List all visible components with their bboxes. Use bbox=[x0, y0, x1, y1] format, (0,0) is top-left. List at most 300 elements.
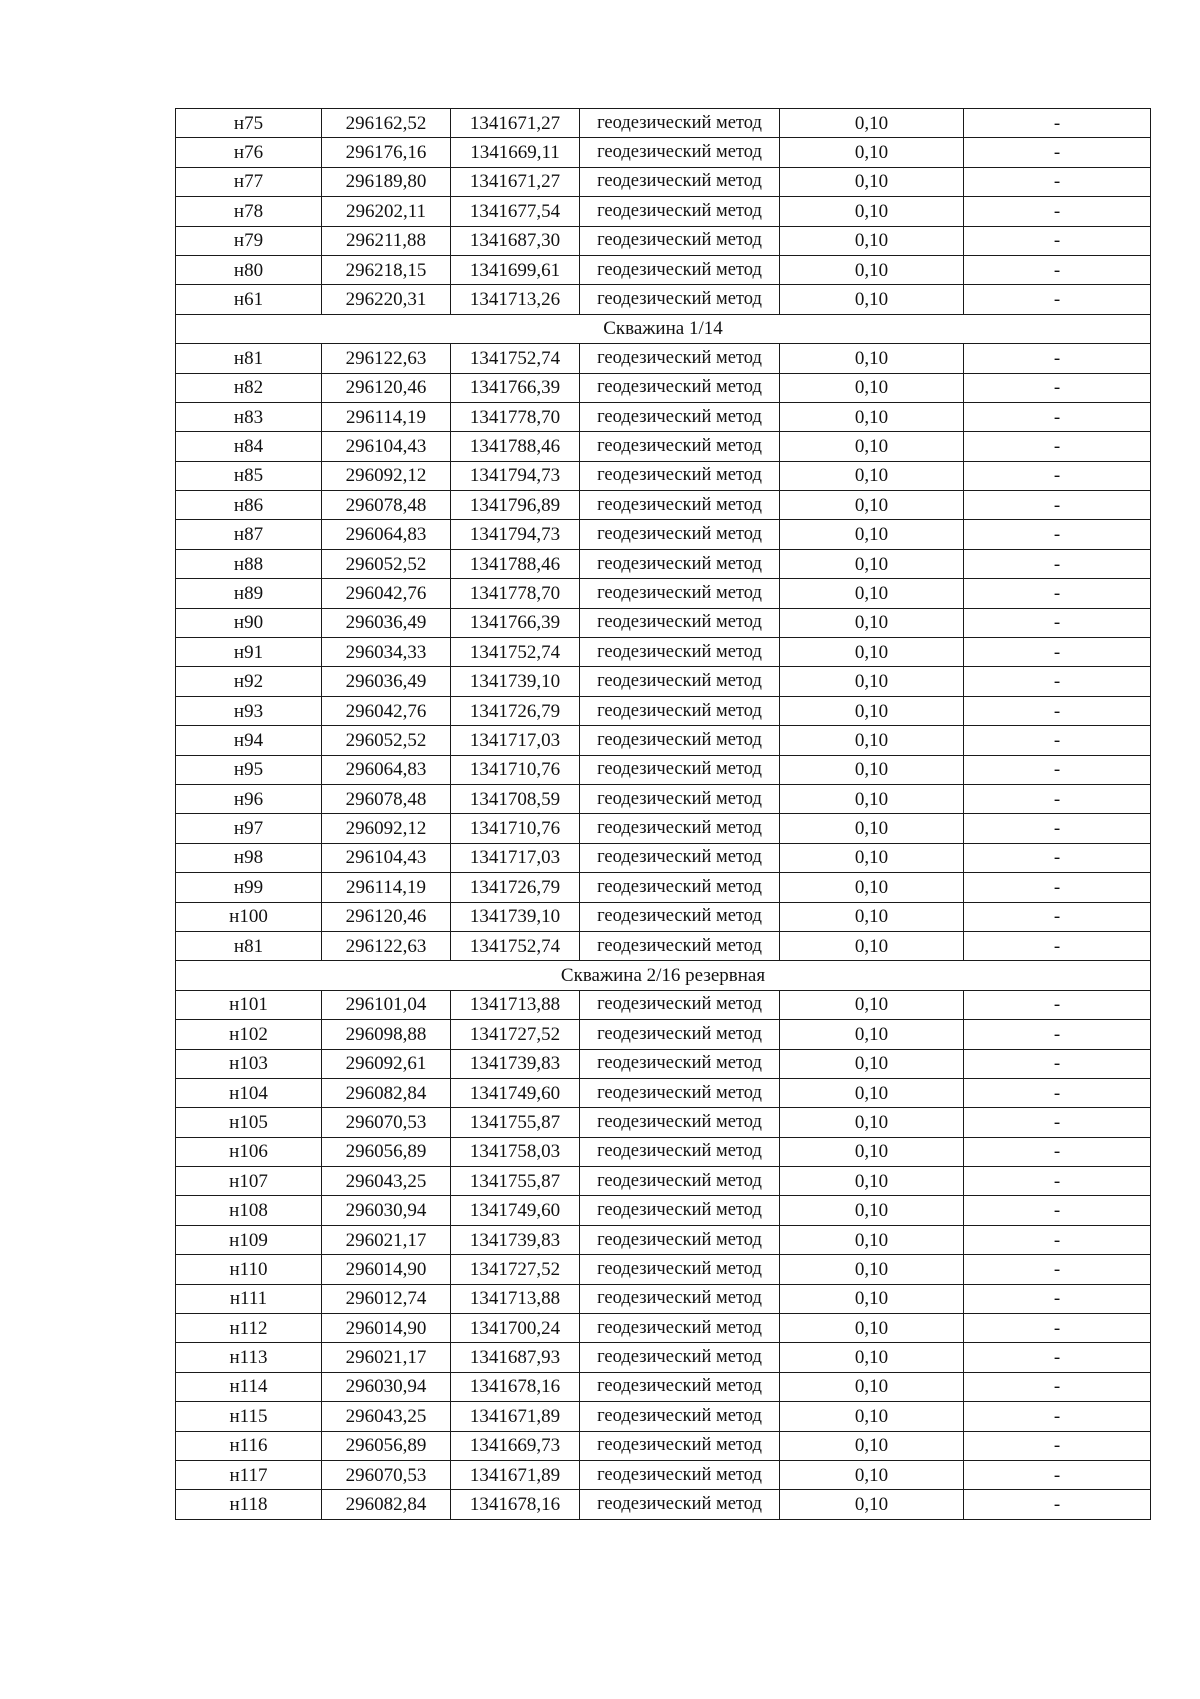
method-cell: геодезический метод bbox=[580, 255, 780, 284]
y-coordinate-cell: 1341671,27 bbox=[451, 109, 580, 138]
x-coordinate-cell: 296220,31 bbox=[322, 285, 451, 314]
description-cell: - bbox=[964, 520, 1151, 549]
accuracy-cell: 0,10 bbox=[780, 1460, 964, 1489]
y-coordinate-cell: 1341749,60 bbox=[451, 1196, 580, 1225]
table-row bbox=[176, 1049, 1151, 1078]
x-coordinate-cell: 296092,12 bbox=[322, 814, 451, 843]
y-coordinate-cell: 1341678,16 bbox=[451, 1372, 580, 1401]
table-row bbox=[176, 344, 1151, 373]
point-id-cell: н78 bbox=[176, 197, 322, 226]
method-cell: геодезический метод bbox=[580, 608, 780, 637]
y-coordinate-cell: 1341717,03 bbox=[451, 843, 580, 872]
method-cell: геодезический метод bbox=[580, 843, 780, 872]
point-id-cell: н109 bbox=[176, 1225, 322, 1254]
accuracy-cell: 0,10 bbox=[780, 520, 964, 549]
method-cell: геодезический метод bbox=[580, 285, 780, 314]
method-cell: геодезический метод bbox=[580, 1196, 780, 1225]
point-id-cell: н93 bbox=[176, 696, 322, 725]
method-cell: геодезический метод bbox=[580, 638, 780, 667]
description-cell: - bbox=[964, 843, 1151, 872]
description-cell: - bbox=[964, 784, 1151, 813]
method-cell: геодезический метод bbox=[580, 1167, 780, 1196]
y-coordinate-cell: 1341752,74 bbox=[451, 931, 580, 960]
table-row bbox=[176, 990, 1151, 1019]
point-id-cell: н112 bbox=[176, 1314, 322, 1343]
point-id-cell: н75 bbox=[176, 109, 322, 138]
description-cell: - bbox=[964, 1372, 1151, 1401]
point-id-cell: н89 bbox=[176, 579, 322, 608]
y-coordinate-cell: 1341726,79 bbox=[451, 873, 580, 902]
description-cell: - bbox=[964, 1137, 1151, 1166]
table-row bbox=[176, 1108, 1151, 1137]
point-id-cell: н83 bbox=[176, 402, 322, 431]
description-cell: - bbox=[964, 1078, 1151, 1107]
y-coordinate-cell: 1341710,76 bbox=[451, 814, 580, 843]
x-coordinate-cell: 296052,52 bbox=[322, 726, 451, 755]
x-coordinate-cell: 296202,11 bbox=[322, 197, 451, 226]
y-coordinate-cell: 1341708,59 bbox=[451, 784, 580, 813]
point-id-cell: н107 bbox=[176, 1167, 322, 1196]
y-coordinate-cell: 1341710,76 bbox=[451, 755, 580, 784]
table-row bbox=[176, 608, 1151, 637]
y-coordinate-cell: 1341671,89 bbox=[451, 1402, 580, 1431]
x-coordinate-cell: 296056,89 bbox=[322, 1431, 451, 1460]
accuracy-cell: 0,10 bbox=[780, 432, 964, 461]
method-cell: геодезический метод bbox=[580, 138, 780, 167]
accuracy-cell: 0,10 bbox=[780, 255, 964, 284]
x-coordinate-cell: 296114,19 bbox=[322, 402, 451, 431]
description-cell: - bbox=[964, 755, 1151, 784]
accuracy-cell: 0,10 bbox=[780, 1020, 964, 1049]
y-coordinate-cell: 1341749,60 bbox=[451, 1078, 580, 1107]
table-row bbox=[176, 1343, 1151, 1372]
method-cell: геодезический метод bbox=[580, 755, 780, 784]
x-coordinate-cell: 296078,48 bbox=[322, 784, 451, 813]
accuracy-cell: 0,10 bbox=[780, 138, 964, 167]
table-row bbox=[176, 667, 1151, 696]
table-row bbox=[176, 696, 1151, 725]
point-id-cell: н104 bbox=[176, 1078, 322, 1107]
accuracy-cell: 0,10 bbox=[780, 667, 964, 696]
x-coordinate-cell: 296064,83 bbox=[322, 520, 451, 549]
accuracy-cell: 0,10 bbox=[780, 285, 964, 314]
section-header-row bbox=[176, 961, 1151, 990]
x-coordinate-cell: 296036,49 bbox=[322, 667, 451, 696]
method-cell: геодезический метод bbox=[580, 814, 780, 843]
table-row bbox=[176, 109, 1151, 138]
x-coordinate-cell: 296043,25 bbox=[322, 1402, 451, 1431]
description-cell: - bbox=[964, 931, 1151, 960]
point-id-cell: н76 bbox=[176, 138, 322, 167]
description-cell: - bbox=[964, 491, 1151, 520]
accuracy-cell: 0,10 bbox=[780, 226, 964, 255]
y-coordinate-cell: 1341739,10 bbox=[451, 667, 580, 696]
table-row bbox=[176, 1314, 1151, 1343]
method-cell: геодезический метод bbox=[580, 1431, 780, 1460]
method-cell: геодезический метод bbox=[580, 1284, 780, 1313]
table-row bbox=[176, 1402, 1151, 1431]
accuracy-cell: 0,10 bbox=[780, 638, 964, 667]
description-cell: - bbox=[964, 1167, 1151, 1196]
accuracy-cell: 0,10 bbox=[780, 755, 964, 784]
table-row bbox=[176, 402, 1151, 431]
x-coordinate-cell: 296092,12 bbox=[322, 461, 451, 490]
table-row bbox=[176, 1167, 1151, 1196]
x-coordinate-cell: 296114,19 bbox=[322, 873, 451, 902]
table-row bbox=[176, 432, 1151, 461]
description-cell: - bbox=[964, 167, 1151, 196]
y-coordinate-cell: 1341713,26 bbox=[451, 285, 580, 314]
table-row bbox=[176, 520, 1151, 549]
y-coordinate-cell: 1341713,88 bbox=[451, 990, 580, 1019]
accuracy-cell: 0,10 bbox=[780, 931, 964, 960]
y-coordinate-cell: 1341687,30 bbox=[451, 226, 580, 255]
description-cell: - bbox=[964, 696, 1151, 725]
table-row bbox=[176, 1460, 1151, 1489]
accuracy-cell: 0,10 bbox=[780, 1402, 964, 1431]
x-coordinate-cell: 296036,49 bbox=[322, 608, 451, 637]
x-coordinate-cell: 296030,94 bbox=[322, 1196, 451, 1225]
y-coordinate-cell: 1341713,88 bbox=[451, 1284, 580, 1313]
y-coordinate-cell: 1341678,16 bbox=[451, 1490, 580, 1519]
point-id-cell: н118 bbox=[176, 1490, 322, 1519]
description-cell: - bbox=[964, 1490, 1151, 1519]
x-coordinate-cell: 296042,76 bbox=[322, 579, 451, 608]
description-cell: - bbox=[964, 402, 1151, 431]
table-row bbox=[176, 814, 1151, 843]
x-coordinate-cell: 296082,84 bbox=[322, 1078, 451, 1107]
method-cell: геодезический метод bbox=[580, 373, 780, 402]
table-row bbox=[176, 1431, 1151, 1460]
accuracy-cell: 0,10 bbox=[780, 167, 964, 196]
description-cell: - bbox=[964, 549, 1151, 578]
point-id-cell: н98 bbox=[176, 843, 322, 872]
description-cell: - bbox=[964, 226, 1151, 255]
accuracy-cell: 0,10 bbox=[780, 843, 964, 872]
accuracy-cell: 0,10 bbox=[780, 1108, 964, 1137]
method-cell: геодезический метод bbox=[580, 1020, 780, 1049]
x-coordinate-cell: 296030,94 bbox=[322, 1372, 451, 1401]
method-cell: геодезический метод bbox=[580, 1372, 780, 1401]
x-coordinate-cell: 296189,80 bbox=[322, 167, 451, 196]
y-coordinate-cell: 1341669,73 bbox=[451, 1431, 580, 1460]
description-cell: - bbox=[964, 285, 1151, 314]
method-cell: геодезический метод bbox=[580, 1137, 780, 1166]
point-id-cell: н116 bbox=[176, 1431, 322, 1460]
accuracy-cell: 0,10 bbox=[780, 344, 964, 373]
y-coordinate-cell: 1341788,46 bbox=[451, 432, 580, 461]
point-id-cell: н92 bbox=[176, 667, 322, 696]
accuracy-cell: 0,10 bbox=[780, 1343, 964, 1372]
accuracy-cell: 0,10 bbox=[780, 373, 964, 402]
accuracy-cell: 0,10 bbox=[780, 549, 964, 578]
table-row bbox=[176, 197, 1151, 226]
point-id-cell: н86 bbox=[176, 491, 322, 520]
accuracy-cell: 0,10 bbox=[780, 1431, 964, 1460]
x-coordinate-cell: 296021,17 bbox=[322, 1225, 451, 1254]
table-row bbox=[176, 873, 1151, 902]
coordinates-table-body bbox=[176, 109, 1151, 1520]
x-coordinate-cell: 296043,25 bbox=[322, 1167, 451, 1196]
description-cell: - bbox=[964, 902, 1151, 931]
table-row bbox=[176, 1284, 1151, 1313]
table-row bbox=[176, 461, 1151, 490]
method-cell: геодезический метод bbox=[580, 1078, 780, 1107]
point-id-cell: н115 bbox=[176, 1402, 322, 1431]
table-row bbox=[176, 491, 1151, 520]
method-cell: геодезический метод bbox=[580, 520, 780, 549]
point-id-cell: н90 bbox=[176, 608, 322, 637]
y-coordinate-cell: 1341739,83 bbox=[451, 1225, 580, 1254]
method-cell: геодезический метод bbox=[580, 873, 780, 902]
description-cell: - bbox=[964, 1225, 1151, 1254]
table-row bbox=[176, 255, 1151, 284]
accuracy-cell: 0,10 bbox=[780, 109, 964, 138]
table-row bbox=[176, 1020, 1151, 1049]
description-cell: - bbox=[964, 461, 1151, 490]
table-row bbox=[176, 226, 1151, 255]
point-id-cell: н79 bbox=[176, 226, 322, 255]
description-cell: - bbox=[964, 109, 1151, 138]
point-id-cell: н87 bbox=[176, 520, 322, 549]
accuracy-cell: 0,10 bbox=[780, 491, 964, 520]
accuracy-cell: 0,10 bbox=[780, 902, 964, 931]
accuracy-cell: 0,10 bbox=[780, 726, 964, 755]
description-cell: - bbox=[964, 579, 1151, 608]
section-header-row bbox=[176, 314, 1151, 343]
y-coordinate-cell: 1341758,03 bbox=[451, 1137, 580, 1166]
x-coordinate-cell: 296122,63 bbox=[322, 931, 451, 960]
point-id-cell: н113 bbox=[176, 1343, 322, 1372]
accuracy-cell: 0,10 bbox=[780, 1490, 964, 1519]
y-coordinate-cell: 1341671,27 bbox=[451, 167, 580, 196]
y-coordinate-cell: 1341794,73 bbox=[451, 461, 580, 490]
table-row bbox=[176, 1372, 1151, 1401]
x-coordinate-cell: 296104,43 bbox=[322, 432, 451, 461]
accuracy-cell: 0,10 bbox=[780, 1225, 964, 1254]
point-id-cell: н91 bbox=[176, 638, 322, 667]
point-id-cell: н81 bbox=[176, 344, 322, 373]
y-coordinate-cell: 1341727,52 bbox=[451, 1255, 580, 1284]
point-id-cell: н114 bbox=[176, 1372, 322, 1401]
point-id-cell: н97 bbox=[176, 814, 322, 843]
x-coordinate-cell: 296120,46 bbox=[322, 902, 451, 931]
method-cell: геодезический метод bbox=[580, 667, 780, 696]
accuracy-cell: 0,10 bbox=[780, 402, 964, 431]
description-cell: - bbox=[964, 873, 1151, 902]
y-coordinate-cell: 1341778,70 bbox=[451, 402, 580, 431]
description-cell: - bbox=[964, 255, 1151, 284]
method-cell: геодезический метод bbox=[580, 344, 780, 373]
x-coordinate-cell: 296012,74 bbox=[322, 1284, 451, 1313]
table-row bbox=[176, 1225, 1151, 1254]
method-cell: геодезический метод bbox=[580, 931, 780, 960]
description-cell: - bbox=[964, 197, 1151, 226]
y-coordinate-cell: 1341726,79 bbox=[451, 696, 580, 725]
y-coordinate-cell: 1341752,74 bbox=[451, 638, 580, 667]
point-id-cell: н108 bbox=[176, 1196, 322, 1225]
y-coordinate-cell: 1341669,11 bbox=[451, 138, 580, 167]
y-coordinate-cell: 1341755,87 bbox=[451, 1108, 580, 1137]
table-row bbox=[176, 549, 1151, 578]
x-coordinate-cell: 296014,90 bbox=[322, 1314, 451, 1343]
description-cell: - bbox=[964, 1108, 1151, 1137]
method-cell: геодезический метод bbox=[580, 696, 780, 725]
x-coordinate-cell: 296211,88 bbox=[322, 226, 451, 255]
table-row bbox=[176, 579, 1151, 608]
x-coordinate-cell: 296176,16 bbox=[322, 138, 451, 167]
table-row bbox=[176, 1078, 1151, 1107]
y-coordinate-cell: 1341766,39 bbox=[451, 373, 580, 402]
point-id-cell: н88 bbox=[176, 549, 322, 578]
method-cell: геодезический метод bbox=[580, 1049, 780, 1078]
y-coordinate-cell: 1341755,87 bbox=[451, 1167, 580, 1196]
point-id-cell: н99 bbox=[176, 873, 322, 902]
method-cell: геодезический метод bbox=[580, 197, 780, 226]
x-coordinate-cell: 296101,04 bbox=[322, 990, 451, 1019]
y-coordinate-cell: 1341796,89 bbox=[451, 491, 580, 520]
description-cell: - bbox=[964, 1255, 1151, 1284]
method-cell: геодезический метод bbox=[580, 1402, 780, 1431]
point-id-cell: н117 bbox=[176, 1460, 322, 1489]
accuracy-cell: 0,10 bbox=[780, 1372, 964, 1401]
table-row bbox=[176, 755, 1151, 784]
table-row bbox=[176, 902, 1151, 931]
x-coordinate-cell: 296162,52 bbox=[322, 109, 451, 138]
table-row bbox=[176, 1137, 1151, 1166]
description-cell: - bbox=[964, 1049, 1151, 1078]
description-cell: - bbox=[964, 608, 1151, 637]
x-coordinate-cell: 296122,63 bbox=[322, 344, 451, 373]
accuracy-cell: 0,10 bbox=[780, 197, 964, 226]
section-title: Скважина 2/16 резервная bbox=[176, 961, 1151, 990]
x-coordinate-cell: 296082,84 bbox=[322, 1490, 451, 1519]
method-cell: геодезический метод bbox=[580, 402, 780, 431]
point-id-cell: н81 bbox=[176, 931, 322, 960]
accuracy-cell: 0,10 bbox=[780, 873, 964, 902]
point-id-cell: н106 bbox=[176, 1137, 322, 1166]
table-row bbox=[176, 843, 1151, 872]
point-id-cell: н77 bbox=[176, 167, 322, 196]
x-coordinate-cell: 296042,76 bbox=[322, 696, 451, 725]
point-id-cell: н101 bbox=[176, 990, 322, 1019]
x-coordinate-cell: 296092,61 bbox=[322, 1049, 451, 1078]
method-cell: геодезический метод bbox=[580, 1490, 780, 1519]
description-cell: - bbox=[964, 1460, 1151, 1489]
y-coordinate-cell: 1341739,10 bbox=[451, 902, 580, 931]
y-coordinate-cell: 1341717,03 bbox=[451, 726, 580, 755]
description-cell: - bbox=[964, 344, 1151, 373]
accuracy-cell: 0,10 bbox=[780, 579, 964, 608]
method-cell: геодезический метод bbox=[580, 549, 780, 578]
accuracy-cell: 0,10 bbox=[780, 1284, 964, 1313]
x-coordinate-cell: 296034,33 bbox=[322, 638, 451, 667]
point-id-cell: н85 bbox=[176, 461, 322, 490]
table-row bbox=[176, 285, 1151, 314]
point-id-cell: н110 bbox=[176, 1255, 322, 1284]
point-id-cell: н96 bbox=[176, 784, 322, 813]
accuracy-cell: 0,10 bbox=[780, 990, 964, 1019]
x-coordinate-cell: 296056,89 bbox=[322, 1137, 451, 1166]
description-cell: - bbox=[964, 1402, 1151, 1431]
description-cell: - bbox=[964, 726, 1151, 755]
y-coordinate-cell: 1341727,52 bbox=[451, 1020, 580, 1049]
y-coordinate-cell: 1341794,73 bbox=[451, 520, 580, 549]
y-coordinate-cell: 1341778,70 bbox=[451, 579, 580, 608]
method-cell: геодезический метод bbox=[580, 167, 780, 196]
point-id-cell: н95 bbox=[176, 755, 322, 784]
method-cell: геодезический метод bbox=[580, 902, 780, 931]
description-cell: - bbox=[964, 814, 1151, 843]
y-coordinate-cell: 1341677,54 bbox=[451, 197, 580, 226]
y-coordinate-cell: 1341788,46 bbox=[451, 549, 580, 578]
x-coordinate-cell: 296070,53 bbox=[322, 1108, 451, 1137]
description-cell: - bbox=[964, 667, 1151, 696]
table-row bbox=[176, 1255, 1151, 1284]
y-coordinate-cell: 1341687,93 bbox=[451, 1343, 580, 1372]
method-cell: геодезический метод bbox=[580, 1225, 780, 1254]
description-cell: - bbox=[964, 373, 1151, 402]
description-cell: - bbox=[964, 1196, 1151, 1225]
description-cell: - bbox=[964, 1284, 1151, 1313]
x-coordinate-cell: 296078,48 bbox=[322, 491, 451, 520]
description-cell: - bbox=[964, 1431, 1151, 1460]
method-cell: геодезический метод bbox=[580, 1343, 780, 1372]
table-row bbox=[176, 931, 1151, 960]
method-cell: геодезический метод bbox=[580, 784, 780, 813]
x-coordinate-cell: 296098,88 bbox=[322, 1020, 451, 1049]
description-cell: - bbox=[964, 1020, 1151, 1049]
x-coordinate-cell: 296021,17 bbox=[322, 1343, 451, 1372]
x-coordinate-cell: 296104,43 bbox=[322, 843, 451, 872]
method-cell: геодезический метод bbox=[580, 461, 780, 490]
accuracy-cell: 0,10 bbox=[780, 608, 964, 637]
accuracy-cell: 0,10 bbox=[780, 461, 964, 490]
point-id-cell: н80 bbox=[176, 255, 322, 284]
description-cell: - bbox=[964, 990, 1151, 1019]
method-cell: геодезический метод bbox=[580, 1255, 780, 1284]
y-coordinate-cell: 1341752,74 bbox=[451, 344, 580, 373]
table-row bbox=[176, 1490, 1151, 1519]
accuracy-cell: 0,10 bbox=[780, 696, 964, 725]
accuracy-cell: 0,10 bbox=[780, 1078, 964, 1107]
method-cell: геодезический метод bbox=[580, 726, 780, 755]
accuracy-cell: 0,10 bbox=[780, 784, 964, 813]
description-cell: - bbox=[964, 638, 1151, 667]
method-cell: геодезический метод bbox=[580, 579, 780, 608]
point-id-cell: н102 bbox=[176, 1020, 322, 1049]
accuracy-cell: 0,10 bbox=[780, 1314, 964, 1343]
accuracy-cell: 0,10 bbox=[780, 1196, 964, 1225]
table-row bbox=[176, 1196, 1151, 1225]
description-cell: - bbox=[964, 432, 1151, 461]
method-cell: геодезический метод bbox=[580, 432, 780, 461]
point-id-cell: н111 bbox=[176, 1284, 322, 1313]
accuracy-cell: 0,10 bbox=[780, 1049, 964, 1078]
x-coordinate-cell: 296070,53 bbox=[322, 1460, 451, 1489]
method-cell: геодезический метод bbox=[580, 1460, 780, 1489]
method-cell: геодезический метод bbox=[580, 990, 780, 1019]
y-coordinate-cell: 1341766,39 bbox=[451, 608, 580, 637]
method-cell: геодезический метод bbox=[580, 226, 780, 255]
accuracy-cell: 0,10 bbox=[780, 1255, 964, 1284]
point-id-cell: н61 bbox=[176, 285, 322, 314]
accuracy-cell: 0,10 bbox=[780, 814, 964, 843]
description-cell: - bbox=[964, 138, 1151, 167]
y-coordinate-cell: 1341700,24 bbox=[451, 1314, 580, 1343]
method-cell: геодезический метод bbox=[580, 491, 780, 520]
point-id-cell: н84 bbox=[176, 432, 322, 461]
